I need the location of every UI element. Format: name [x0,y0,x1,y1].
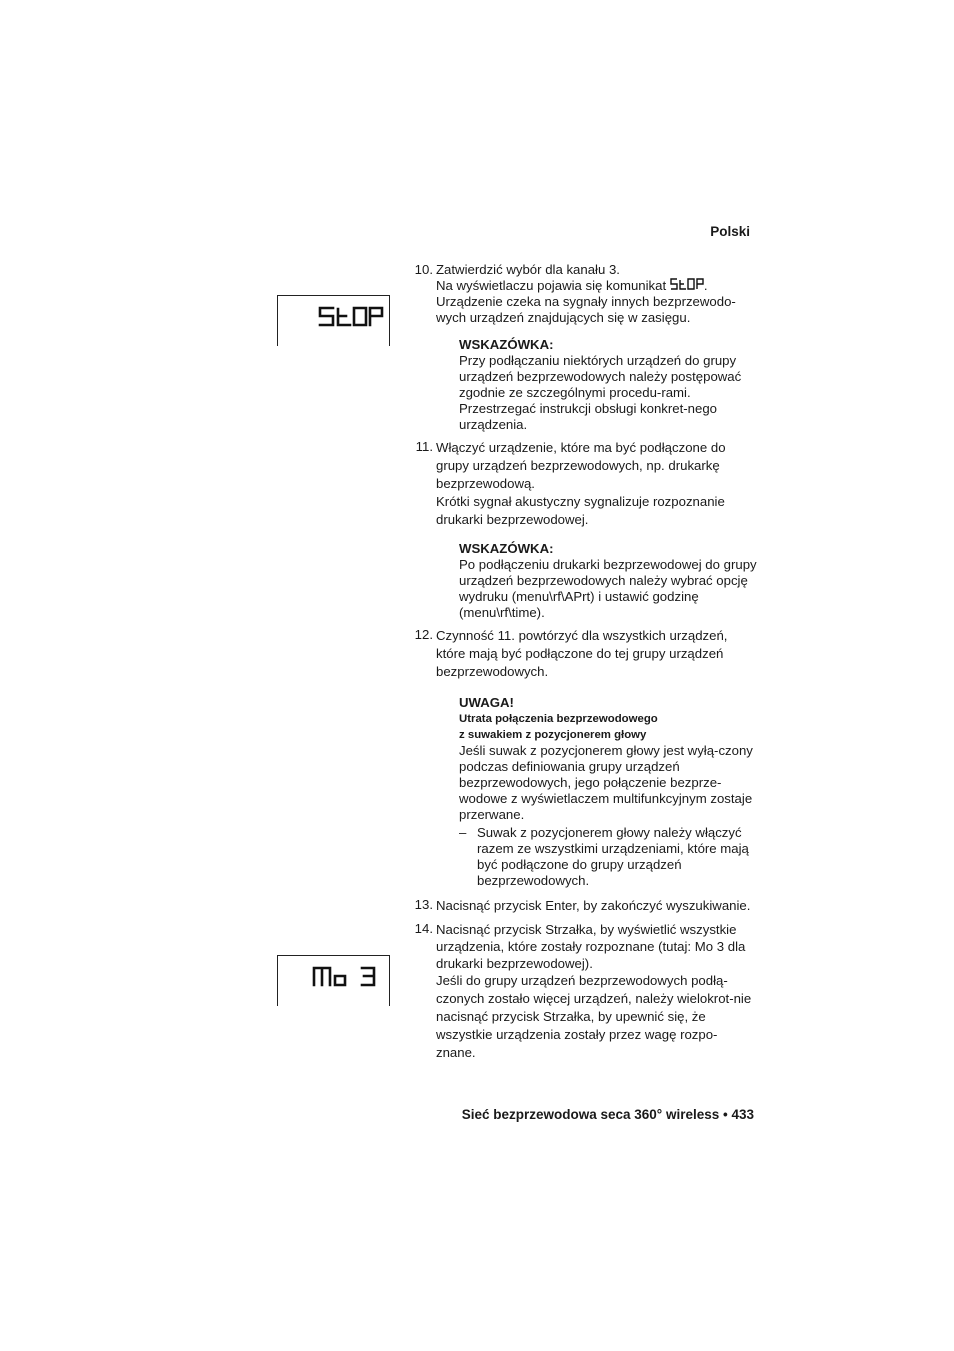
step-number: 13. [414,897,433,912]
lcd-display-mo3 [277,955,390,1006]
step-10 [411,262,757,326]
instructions-content [411,262,757,1062]
step-paragraph: Urządzenie czeka na sygnały innych bezprzewodo-wych urządzeń znajdujących się w zasięgu. [436,294,736,325]
lcd-stop-glyphs [278,296,389,346]
step-number: 11. [415,439,433,454]
warning-text: Jeśli suwak z pozycjonerem głowy jest wyłą-czony podczas definiowania grupy urządzeń bezprzewodowych, jego połączenie bezprze-wodowe z wyświetlaczem multifunkcyjnym zostaje przerwane. [459,743,753,822]
step-paragraph: Krótki sygnał akustyczny sygnalizuje rozpoznanie drukarki bezprzewodowej. [436,494,725,527]
step-text: Czynność 11. powtórzyć dla wszystkich urządzeń, które mają być podłączone do tej grupy urządzeń bezprzewodowych. [436,628,728,679]
step-11 [411,439,757,529]
page-language: Polski [710,224,750,239]
inline-lcd-stop [670,278,704,291]
warning-subheading-2: z suwakiem z pozycjonerem głowy [459,729,647,741]
warning-subheading-1: Utrata połączenia bezprzewodowego [459,713,658,725]
note-text: Przy podłączaniu niektórych urządzeń do grupy urządzeń bezprzewodowych należy postępować zgodnie ze szczególnymi procedu-rami. Przestrzegać instrukcji obsługi konkret-nego urządzenia. [459,353,742,432]
note-hint-1 [459,337,757,433]
step-number: 12. [414,627,433,642]
lcd-display-stop [277,295,390,346]
step-number: 10. [414,262,433,277]
step-12 [411,627,757,681]
warning-bullet-text: Suwak z pozycjonerem głowy należy włączyć razem ze wszystkimi urządzeniami, które mają być podłączone do grupy urządzeń bezprzewodowych. [477,825,749,888]
note-heading: WSKAZÓWKA: [459,337,554,352]
step-14 [411,921,757,1062]
step-number: 14. [414,921,433,936]
step-text: Zatwierdzić wybór dla kanału 3. [436,262,620,277]
step-paragraph-end: . [703,278,708,293]
step-paragraph-text: Na wyświetlaczu pojawia się komunikat [436,278,667,293]
step-paragraph [436,278,757,294]
dash-bullet-mark: – [459,825,467,840]
lcd-mo3-glyphs [278,956,389,1006]
warning-bullet [459,825,757,889]
warning-box [459,695,757,889]
step-text: Włączyć urządzenie, które ma być podłączone do grupy urządzeń bezprzewodowych, np. drukarkę bezprzewodową. [436,440,726,491]
step-13 [411,897,757,915]
warning-heading: UWAGA! [459,695,514,710]
step-paragraph: Jeśli do grupy urządzeń bezprzewodowych podłą-czonych zostało więcej urządzeń, należy wielokrot-nie nacisnąć przycisk Strzałka, by upewnić się, że wszystkie urządzenia zostały przez wagę rozpo-znane. [436,973,752,1060]
step-text: Nacisnąć przycisk Strzałka, by wyświetlić wszystkie urządzenia, które zostały rozpoznane (tutaj: Mo 3 dla drukarki bezprzewodowej). [436,922,746,971]
page-footer: Sieć bezprzewodowa seca 360° wireless • 433 [461,1107,754,1122]
note-hint-2 [459,541,757,621]
note-text: Po podłączeniu drukarki bezprzewodowej do grupy urządzeń bezprzewodowych należy wybrać opcję wydruku (menu\rf\APrt) i ustawić godzinę (menu\rf\time). [459,557,757,620]
step-text: Nacisnąć przycisk Enter, by zakończyć wyszukiwanie. [436,898,751,913]
note-heading: WSKAZÓWKA: [459,541,554,556]
